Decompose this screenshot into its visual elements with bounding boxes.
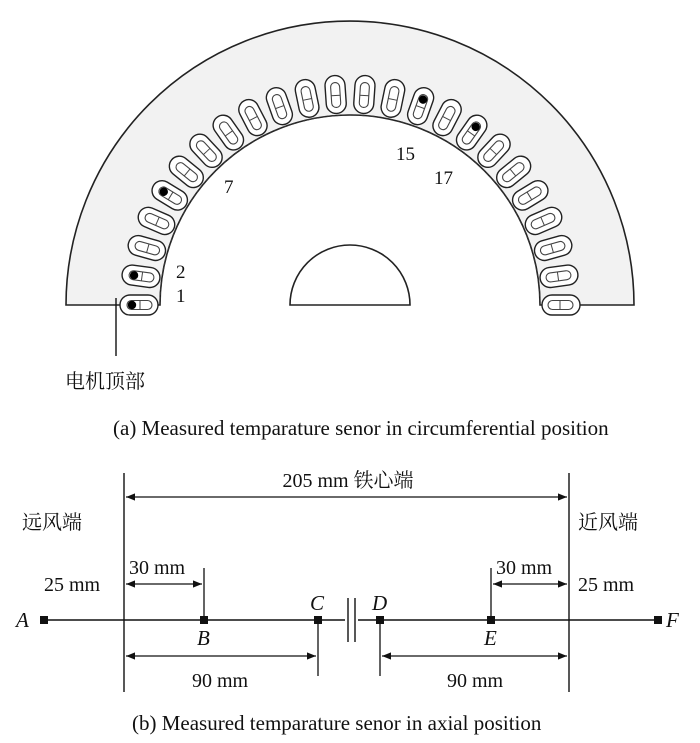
point-b-label: B	[197, 626, 210, 650]
sensor-label-17: 17	[434, 168, 453, 189]
stator-slot	[120, 295, 158, 315]
point-f-label: F	[666, 608, 679, 632]
right-offset-label: 25 mm	[578, 574, 635, 596]
stator-slot	[542, 295, 580, 315]
motor-top-label: 电机顶部	[65, 371, 145, 393]
near-fan-end-label: 近风端	[578, 512, 638, 534]
point-d-label: D	[372, 591, 388, 615]
point-b-marker	[200, 616, 208, 624]
left-span-label: 90 mm	[191, 670, 249, 692]
far-fan-end-label: 远风端	[22, 512, 82, 534]
shaft-hole	[290, 245, 410, 305]
left-offset-label: 25 mm	[44, 574, 101, 596]
left-inner-offset-label: 30 mm	[129, 557, 186, 579]
sensor-label-7: 7	[224, 177, 234, 198]
right-span-label: 90 mm	[446, 670, 504, 692]
sensor-label-15: 15	[396, 144, 415, 165]
caption-b: (b) Measured temparature senor in axial position	[132, 711, 542, 735]
sensor-label-2: 2	[176, 262, 186, 283]
point-f-marker	[654, 616, 662, 624]
sensor-label-1: 1	[176, 286, 186, 307]
core-length-label: 205 mm 铁心端	[282, 470, 414, 492]
stator-slot	[324, 75, 347, 114]
temperature-sensor-dot	[128, 301, 136, 309]
point-c-label: C	[310, 591, 325, 615]
axial-diagram	[14, 469, 679, 692]
point-a-marker	[40, 616, 48, 624]
stator-diagram	[66, 21, 634, 315]
stator-slot	[353, 75, 376, 114]
right-inner-offset-label: 30 mm	[496, 557, 553, 579]
point-a-label: A	[16, 608, 29, 632]
point-e-marker	[487, 616, 495, 624]
point-e-label: E	[484, 626, 497, 650]
caption-a: (a) Measured temparature senor in circumferential position	[113, 416, 609, 440]
